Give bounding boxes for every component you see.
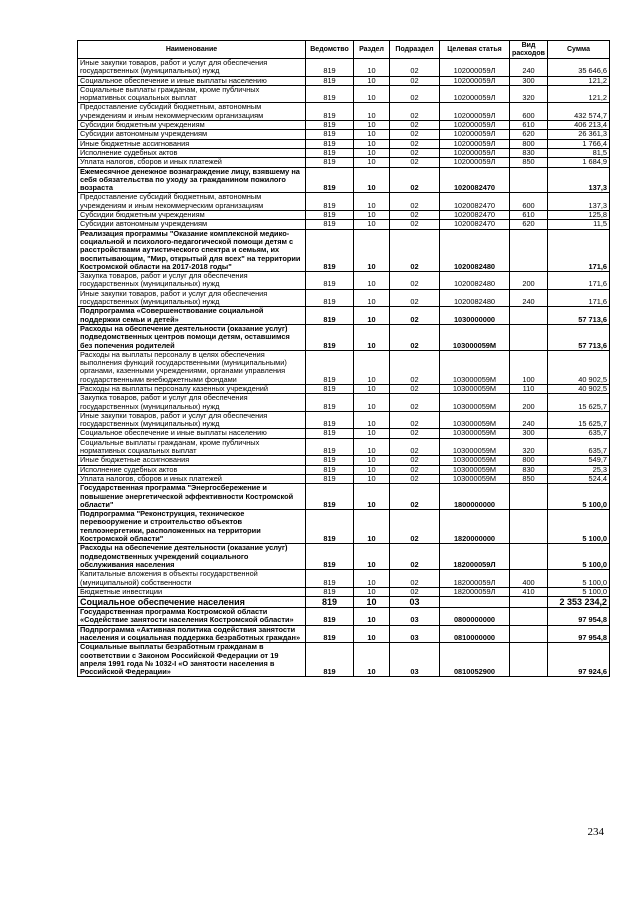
row-subsection: 02 xyxy=(390,121,440,130)
row-department: 819 xyxy=(306,438,354,456)
row-name: Социальные выплаты гражданам, кроме публичных нормативных социальных выплат xyxy=(78,438,306,456)
row-amount: 171,6 xyxy=(548,272,610,290)
row-section: 10 xyxy=(354,438,390,456)
row-amount: 97 954,8 xyxy=(548,625,610,643)
row-subsection: 02 xyxy=(390,103,440,121)
row-section: 10 xyxy=(354,608,390,626)
table-row xyxy=(78,121,610,130)
row-section: 10 xyxy=(354,384,390,393)
row-section: 10 xyxy=(354,570,390,588)
row-target-item: 1020082480 xyxy=(440,229,510,271)
row-expense-type: 600 xyxy=(510,103,548,121)
row-name: Расходы на выплаты персоналу казенных учреждений xyxy=(78,384,306,393)
row-section: 10 xyxy=(354,158,390,167)
row-expense-type: 300 xyxy=(510,429,548,438)
row-amount: 5 100,0 xyxy=(548,484,610,510)
row-department: 819 xyxy=(306,544,354,570)
row-target-item: 0810052900 xyxy=(440,643,510,677)
row-amount: 35 646,6 xyxy=(548,59,610,77)
row-name: Уплата налогов, сборов и иных платежей xyxy=(78,158,306,167)
table-row xyxy=(78,103,610,121)
row-expense-type: 110 xyxy=(510,384,548,393)
row-department: 819 xyxy=(306,85,354,103)
row-name: Предоставление субсидий бюджетным, автономным учреждениям и иным некоммерческим организациям xyxy=(78,103,306,121)
row-subsection: 02 xyxy=(390,220,440,229)
table-row xyxy=(78,510,610,544)
row-subsection: 02 xyxy=(390,139,440,148)
row-section: 10 xyxy=(354,456,390,465)
row-department: 819 xyxy=(306,429,354,438)
row-target-item: 102000059Л xyxy=(440,121,510,130)
row-subsection: 02 xyxy=(390,289,440,307)
row-amount: 171,6 xyxy=(548,289,610,307)
row-name: Закупка товаров, работ и услуг для обеспечения государственных (муниципальных) нужд xyxy=(78,394,306,412)
row-department: 819 xyxy=(306,474,354,483)
table-body xyxy=(78,59,610,677)
row-name: Иные закупки товаров, работ и услуг для обеспечения государственных (муниципальных) нужд xyxy=(78,411,306,429)
row-name: Государственная программа "Энергосбережение и повышение энергетической эффективности Костромской области" xyxy=(78,484,306,510)
row-expense-type: 800 xyxy=(510,139,548,148)
row-expense-type xyxy=(510,544,548,570)
row-section: 10 xyxy=(354,289,390,307)
row-expense-type: 320 xyxy=(510,438,548,456)
row-amount: 137,3 xyxy=(548,193,610,211)
row-target-item: 103000059М xyxy=(440,474,510,483)
row-expense-type: 240 xyxy=(510,59,548,77)
row-expense-type xyxy=(510,608,548,626)
row-expense-type: 200 xyxy=(510,394,548,412)
row-expense-type: 610 xyxy=(510,211,548,220)
row-amount: 40 902,5 xyxy=(548,384,610,393)
row-expense-type: 800 xyxy=(510,456,548,465)
row-expense-type: 410 xyxy=(510,587,548,596)
row-department: 819 xyxy=(306,608,354,626)
row-expense-type: 620 xyxy=(510,130,548,139)
row-department: 819 xyxy=(306,139,354,148)
row-subsection: 02 xyxy=(390,438,440,456)
row-section: 10 xyxy=(354,229,390,271)
row-department: 819 xyxy=(306,167,354,193)
row-name: Иные закупки товаров, работ и услуг для обеспечения государственных (муниципальных) нужд xyxy=(78,59,306,77)
header-department: Ведомство xyxy=(306,41,354,59)
row-subsection: 02 xyxy=(390,229,440,271)
row-department: 819 xyxy=(306,103,354,121)
header-subsection: Подраздел xyxy=(390,41,440,59)
row-name: Субсидии бюджетным учреждениям xyxy=(78,211,306,220)
row-subsection: 02 xyxy=(390,148,440,157)
row-subsection: 02 xyxy=(390,307,440,325)
row-name: Расходы на обеспечение деятельности (оказание услуг) подведомственных учреждений социального обслуживания населения xyxy=(78,544,306,570)
row-target-item: 182000059Л xyxy=(440,544,510,570)
row-amount: 171,6 xyxy=(548,229,610,271)
row-amount: 121,2 xyxy=(548,76,610,85)
header-row xyxy=(78,41,610,59)
table-row xyxy=(78,148,610,157)
row-subsection: 02 xyxy=(390,350,440,384)
row-department: 819 xyxy=(306,394,354,412)
row-department: 819 xyxy=(306,289,354,307)
row-name: Расходы на обеспечение деятельности (оказание услуг) подведомственных центров помощи детям, оставшимся без попечения родителей xyxy=(78,324,306,350)
row-department: 819 xyxy=(306,384,354,393)
row-section: 10 xyxy=(354,411,390,429)
row-subsection: 02 xyxy=(390,484,440,510)
row-amount: 40 902,5 xyxy=(548,350,610,384)
row-expense-type: 240 xyxy=(510,289,548,307)
row-expense-type xyxy=(510,307,548,325)
row-expense-type xyxy=(510,597,548,608)
table-row xyxy=(78,456,610,465)
row-department: 819 xyxy=(306,643,354,677)
row-target-item: 1020082470 xyxy=(440,211,510,220)
row-department: 819 xyxy=(306,193,354,211)
table-row xyxy=(78,394,610,412)
row-section: 10 xyxy=(354,394,390,412)
table-row xyxy=(78,411,610,429)
row-amount: 5 100,0 xyxy=(548,510,610,544)
row-expense-type: 850 xyxy=(510,474,548,483)
row-target-item: 102000059Л xyxy=(440,130,510,139)
table-row xyxy=(78,139,610,148)
header-amount: Сумма xyxy=(548,41,610,59)
table-row xyxy=(78,570,610,588)
row-department: 819 xyxy=(306,121,354,130)
row-target-item: 1020082470 xyxy=(440,193,510,211)
row-amount: 81,5 xyxy=(548,148,610,157)
row-name: Подпрограмма «Активная политика содействия занятости населения и социальная поддержка безработных граждан» xyxy=(78,625,306,643)
row-target-item: 103000059М xyxy=(440,429,510,438)
row-subsection: 02 xyxy=(390,76,440,85)
row-amount: 97 924,6 xyxy=(548,643,610,677)
row-subsection: 02 xyxy=(390,570,440,588)
row-department: 819 xyxy=(306,597,354,608)
row-section: 10 xyxy=(354,307,390,325)
row-name: Капитальные вложения в объекты государственной (муниципальной) собственности xyxy=(78,570,306,588)
row-target-item: 182000059Л xyxy=(440,587,510,596)
row-amount: 137,3 xyxy=(548,167,610,193)
row-expense-type xyxy=(510,625,548,643)
table-row xyxy=(78,85,610,103)
row-department: 819 xyxy=(306,587,354,596)
row-section: 10 xyxy=(354,167,390,193)
row-name: Закупка товаров, работ и услуг для обеспечения государственных (муниципальных) нужд xyxy=(78,272,306,290)
row-amount: 635,7 xyxy=(548,438,610,456)
row-target-item: 103000059М xyxy=(440,456,510,465)
row-target-item: 1020082470 xyxy=(440,220,510,229)
row-name: Предоставление субсидий бюджетным, автономным учреждениям и иным некоммерческим организациям xyxy=(78,193,306,211)
row-name: Реализация программы "Оказание комплексной медико-социальной и психолого-педагогической помощи детям с расстройствами аутистического спектра и семьям, их воспитывающим, "Мир, открытый для всех" на территории Костромской области на 2017-2018 годы" xyxy=(78,229,306,271)
row-section: 10 xyxy=(354,643,390,677)
table-row xyxy=(78,130,610,139)
row-section: 10 xyxy=(354,148,390,157)
row-department: 819 xyxy=(306,158,354,167)
row-name: Субсидии бюджетным учреждениям xyxy=(78,121,306,130)
row-section: 10 xyxy=(354,121,390,130)
row-subsection: 02 xyxy=(390,193,440,211)
row-amount: 57 713,6 xyxy=(548,324,610,350)
row-section: 10 xyxy=(354,625,390,643)
row-target-item: 103000059М xyxy=(440,394,510,412)
row-amount: 549,7 xyxy=(548,456,610,465)
row-subsection: 03 xyxy=(390,608,440,626)
row-section: 10 xyxy=(354,510,390,544)
table-row xyxy=(78,350,610,384)
table-row xyxy=(78,625,610,643)
row-expense-type: 610 xyxy=(510,121,548,130)
row-section: 10 xyxy=(354,544,390,570)
row-expense-type: 600 xyxy=(510,193,548,211)
row-subsection: 03 xyxy=(390,597,440,608)
row-name: Социальное обеспечение населения xyxy=(78,597,306,608)
row-target-item: 1800000000 xyxy=(440,484,510,510)
row-amount: 25,3 xyxy=(548,465,610,474)
row-amount: 125,8 xyxy=(548,211,610,220)
row-target-item: 103000059М xyxy=(440,384,510,393)
row-amount: 15 625,7 xyxy=(548,394,610,412)
table-row xyxy=(78,229,610,271)
row-name: Подпрограмма "Реконструкция, техническое перевооружение и строительство объектов теплоэнергетики, расположенных на территории Костромской области" xyxy=(78,510,306,544)
row-name: Иные закупки товаров, работ и услуг для обеспечения государственных (муниципальных) нужд xyxy=(78,289,306,307)
table-row xyxy=(78,324,610,350)
row-section: 10 xyxy=(354,76,390,85)
row-subsection: 02 xyxy=(390,59,440,77)
row-section: 10 xyxy=(354,474,390,483)
row-section: 10 xyxy=(354,103,390,121)
row-name: Исполнение судебных актов xyxy=(78,148,306,157)
row-department: 819 xyxy=(306,411,354,429)
row-expense-type: 620 xyxy=(510,220,548,229)
row-department: 819 xyxy=(306,211,354,220)
row-subsection: 02 xyxy=(390,429,440,438)
row-name: Расходы на выплаты персоналу в целях обеспечения выполнения функций государственными (муниципальными) органами, казенными учреждениями, органами управления государственными внебюджетными фондами xyxy=(78,350,306,384)
row-subsection: 02 xyxy=(390,167,440,193)
table-row xyxy=(78,587,610,596)
row-target-item: 102000059Л xyxy=(440,139,510,148)
table-row xyxy=(78,429,610,438)
row-amount: 2 353 234,2 xyxy=(548,597,610,608)
table-row xyxy=(78,544,610,570)
row-target-item: 102000059Л xyxy=(440,85,510,103)
table-row xyxy=(78,465,610,474)
row-amount: 26 361,3 xyxy=(548,130,610,139)
table-row xyxy=(78,167,610,193)
row-amount: 5 100,0 xyxy=(548,570,610,588)
row-target-item xyxy=(440,597,510,608)
header-target-item: Целевая статья xyxy=(440,41,510,59)
row-expense-type: 240 xyxy=(510,411,548,429)
row-department: 819 xyxy=(306,465,354,474)
row-target-item: 1020082480 xyxy=(440,272,510,290)
row-amount: 635,7 xyxy=(548,429,610,438)
row-amount: 57 713,6 xyxy=(548,307,610,325)
row-section: 10 xyxy=(354,193,390,211)
row-target-item: 0800000000 xyxy=(440,608,510,626)
row-subsection: 02 xyxy=(390,465,440,474)
row-subsection: 02 xyxy=(390,324,440,350)
row-section: 10 xyxy=(354,324,390,350)
row-amount: 524,4 xyxy=(548,474,610,483)
table-row xyxy=(78,643,610,677)
row-target-item: 1030000000 xyxy=(440,307,510,325)
row-target-item: 102000059Л xyxy=(440,158,510,167)
row-subsection: 02 xyxy=(390,456,440,465)
row-department: 819 xyxy=(306,272,354,290)
row-department: 819 xyxy=(306,484,354,510)
row-section: 10 xyxy=(354,484,390,510)
row-expense-type xyxy=(510,643,548,677)
row-section: 10 xyxy=(354,59,390,77)
row-expense-type: 830 xyxy=(510,148,548,157)
row-name: Социальное обеспечение и иные выплаты населению xyxy=(78,429,306,438)
row-department: 819 xyxy=(306,456,354,465)
table-row xyxy=(78,384,610,393)
budget-table xyxy=(77,40,610,677)
row-expense-type xyxy=(510,510,548,544)
row-name: Социальные выплаты гражданам, кроме публичных нормативных социальных выплат xyxy=(78,85,306,103)
row-name: Субсидии автономным учреждениям xyxy=(78,220,306,229)
row-expense-type: 830 xyxy=(510,465,548,474)
table-row xyxy=(78,193,610,211)
row-target-item: 102000059Л xyxy=(440,103,510,121)
row-amount: 15 625,7 xyxy=(548,411,610,429)
row-name: Субсидии автономным учреждениям xyxy=(78,130,306,139)
row-expense-type xyxy=(510,167,548,193)
header-name: Наименование xyxy=(78,41,306,59)
table-row xyxy=(78,289,610,307)
row-expense-type: 200 xyxy=(510,272,548,290)
header-section: Раздел xyxy=(354,41,390,59)
row-subsection: 02 xyxy=(390,85,440,103)
row-target-item: 103000059М xyxy=(440,438,510,456)
row-subsection: 02 xyxy=(390,587,440,596)
row-department: 819 xyxy=(306,625,354,643)
row-expense-type xyxy=(510,229,548,271)
row-section: 10 xyxy=(354,465,390,474)
row-amount: 5 100,0 xyxy=(548,587,610,596)
row-expense-type: 850 xyxy=(510,158,548,167)
row-section: 10 xyxy=(354,272,390,290)
row-section: 10 xyxy=(354,85,390,103)
page-number: 234 xyxy=(587,826,604,838)
row-subsection: 02 xyxy=(390,411,440,429)
row-name: Иные бюджетные ассигнования xyxy=(78,456,306,465)
row-target-item: 1020082470 xyxy=(440,167,510,193)
row-department: 819 xyxy=(306,220,354,229)
row-name: Уплата налогов, сборов и иных платежей xyxy=(78,474,306,483)
row-section: 10 xyxy=(354,350,390,384)
header-expense-type: Вид расходов xyxy=(510,41,548,59)
row-name: Социальное обеспечение и иные выплаты населению xyxy=(78,76,306,85)
row-department: 819 xyxy=(306,350,354,384)
table-row xyxy=(78,438,610,456)
row-amount: 1 684,9 xyxy=(548,158,610,167)
row-subsection: 02 xyxy=(390,130,440,139)
row-amount: 1 766,4 xyxy=(548,139,610,148)
table-row xyxy=(78,484,610,510)
row-amount: 97 954,8 xyxy=(548,608,610,626)
row-name: Социальные выплаты безработным гражданам в соответствии с Законом Российской Федерации от 19 апреля 1991 года № 1032-I «О занятости населения в Российской Федерации» xyxy=(78,643,306,677)
row-subsection: 02 xyxy=(390,211,440,220)
table-row xyxy=(78,272,610,290)
row-department: 819 xyxy=(306,59,354,77)
row-subsection: 02 xyxy=(390,510,440,544)
row-name: Государственная программа Костромской области «Содействие занятости населения Костромской области» xyxy=(78,608,306,626)
row-department: 819 xyxy=(306,570,354,588)
row-amount: 432 574,7 xyxy=(548,103,610,121)
row-section: 10 xyxy=(354,597,390,608)
row-name: Ежемесячное денежное вознаграждение лицу, взявшему на себя обязательства по уходу за гражданином пожилого возраста xyxy=(78,167,306,193)
row-target-item: 1020082480 xyxy=(440,289,510,307)
row-target-item: 103000059М xyxy=(440,411,510,429)
row-target-item: 102000059Л xyxy=(440,59,510,77)
row-section: 10 xyxy=(354,139,390,148)
row-department: 819 xyxy=(306,229,354,271)
row-section: 10 xyxy=(354,429,390,438)
row-subsection: 02 xyxy=(390,394,440,412)
table-row xyxy=(78,220,610,229)
row-target-item: 0810000000 xyxy=(440,625,510,643)
row-amount: 5 100,0 xyxy=(548,544,610,570)
row-department: 819 xyxy=(306,510,354,544)
table-row xyxy=(78,211,610,220)
row-subsection: 02 xyxy=(390,272,440,290)
table-row xyxy=(78,307,610,325)
row-expense-type: 400 xyxy=(510,570,548,588)
row-expense-type: 320 xyxy=(510,85,548,103)
row-subsection: 03 xyxy=(390,625,440,643)
table-row xyxy=(78,59,610,77)
row-target-item: 1820000000 xyxy=(440,510,510,544)
row-amount: 121,2 xyxy=(548,85,610,103)
row-name: Подпрограмма «Совершенствование социальной поддержки семьи и детей» xyxy=(78,307,306,325)
row-department: 819 xyxy=(306,148,354,157)
table-row xyxy=(78,597,610,608)
row-expense-type xyxy=(510,324,548,350)
table-row xyxy=(78,608,610,626)
row-expense-type: 300 xyxy=(510,76,548,85)
table-row xyxy=(78,76,610,85)
row-subsection: 03 xyxy=(390,643,440,677)
row-target-item: 182000059Л xyxy=(440,570,510,588)
row-department: 819 xyxy=(306,130,354,139)
row-target-item: 103000059М xyxy=(440,465,510,474)
row-subsection: 02 xyxy=(390,544,440,570)
row-section: 10 xyxy=(354,587,390,596)
row-target-item: 102000059Л xyxy=(440,148,510,157)
row-department: 819 xyxy=(306,307,354,325)
row-section: 10 xyxy=(354,220,390,229)
row-target-item: 103000059М xyxy=(440,350,510,384)
row-section: 10 xyxy=(354,211,390,220)
row-expense-type: 100 xyxy=(510,350,548,384)
row-subsection: 02 xyxy=(390,158,440,167)
table-row xyxy=(78,474,610,483)
row-department: 819 xyxy=(306,324,354,350)
row-subsection: 02 xyxy=(390,474,440,483)
row-section: 10 xyxy=(354,130,390,139)
row-department: 819 xyxy=(306,76,354,85)
row-amount: 11,5 xyxy=(548,220,610,229)
row-target-item: 103000059М xyxy=(440,324,510,350)
row-amount: 406 213,4 xyxy=(548,121,610,130)
row-expense-type xyxy=(510,484,548,510)
row-target-item: 102000059Л xyxy=(440,76,510,85)
row-name: Иные бюджетные ассигнования xyxy=(78,139,306,148)
row-subsection: 02 xyxy=(390,384,440,393)
row-name: Бюджетные инвестиции xyxy=(78,587,306,596)
row-name: Исполнение судебных актов xyxy=(78,465,306,474)
table-row xyxy=(78,158,610,167)
